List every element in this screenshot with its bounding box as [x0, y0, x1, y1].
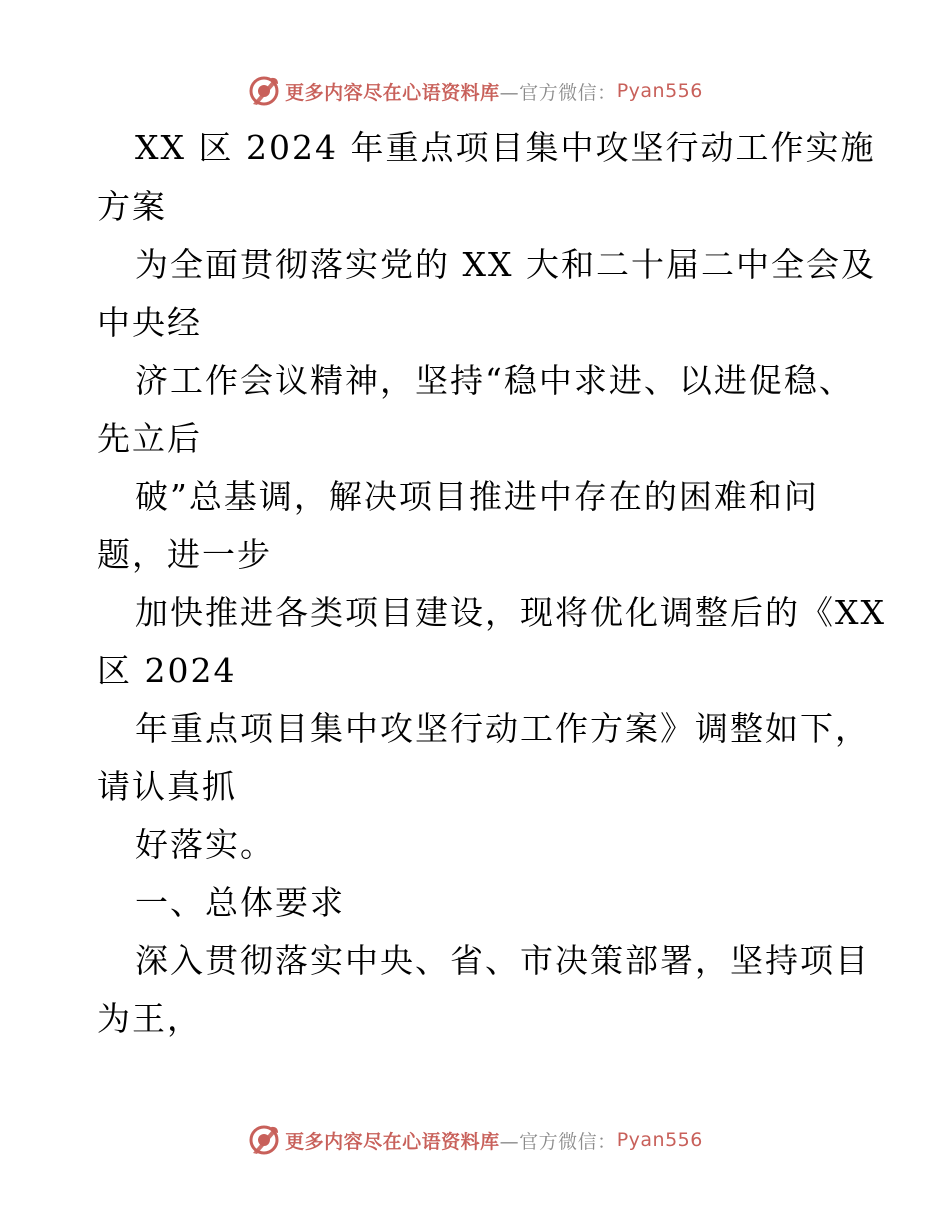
doc-paragraph-line: 先立后 [97, 419, 202, 458]
footer-watermark [0, 1120, 950, 1160]
doc-paragraph-line: 破”总基调，解决项目推进中存在的困难和问 [135, 477, 819, 516]
doc-paragraph-line: 请认真抓 [97, 767, 237, 806]
doc-paragraph-line: 中央经 [97, 303, 202, 342]
doc-paragraph-line: 深入贯彻落实中央、省、市决策部署，坚持项目 [135, 941, 870, 980]
doc-title-line-2: 方案 [97, 187, 167, 226]
section-heading: 一、总体要求 [135, 883, 345, 922]
doc-paragraph-line: 为全面贯彻落实党的 XX 大和二十届二中全会及 [135, 245, 876, 284]
doc-paragraph-line: 济工作会议精神，坚持“稳中求进、以进促稳、 [135, 361, 854, 400]
doc-title-line-1: XX 区 2024 年重点项目集中攻坚行动工作实施 [135, 128, 876, 167]
doc-paragraph-line: 为王， [97, 999, 202, 1038]
feather-circle-logo-icon [247, 74, 281, 108]
doc-paragraph-line: 区 2024 [97, 651, 237, 690]
doc-paragraph-line: 加快推进各类项目建设，现将优化调整后的《XX [135, 593, 886, 632]
watermark-title: 更多内容尽在心语资料库 [285, 81, 500, 104]
doc-paragraph-line: 好落实。 [135, 825, 275, 864]
watermark-title: 更多内容尽在心语资料库 [285, 1130, 500, 1153]
watermark-dash: —官方微信： [499, 81, 617, 104]
watermark-wechat-id: Pyan556 [616, 1129, 703, 1151]
header-watermark [0, 71, 950, 111]
watermark-wechat-id: Pyan556 [616, 80, 703, 102]
watermark-dash: —官方微信： [499, 1130, 617, 1153]
doc-paragraph-line: 题，进一步 [97, 535, 272, 574]
doc-paragraph-line: 年重点项目集中攻坚行动工作方案》调整如下， [135, 709, 870, 748]
feather-circle-logo-icon [247, 1123, 281, 1157]
